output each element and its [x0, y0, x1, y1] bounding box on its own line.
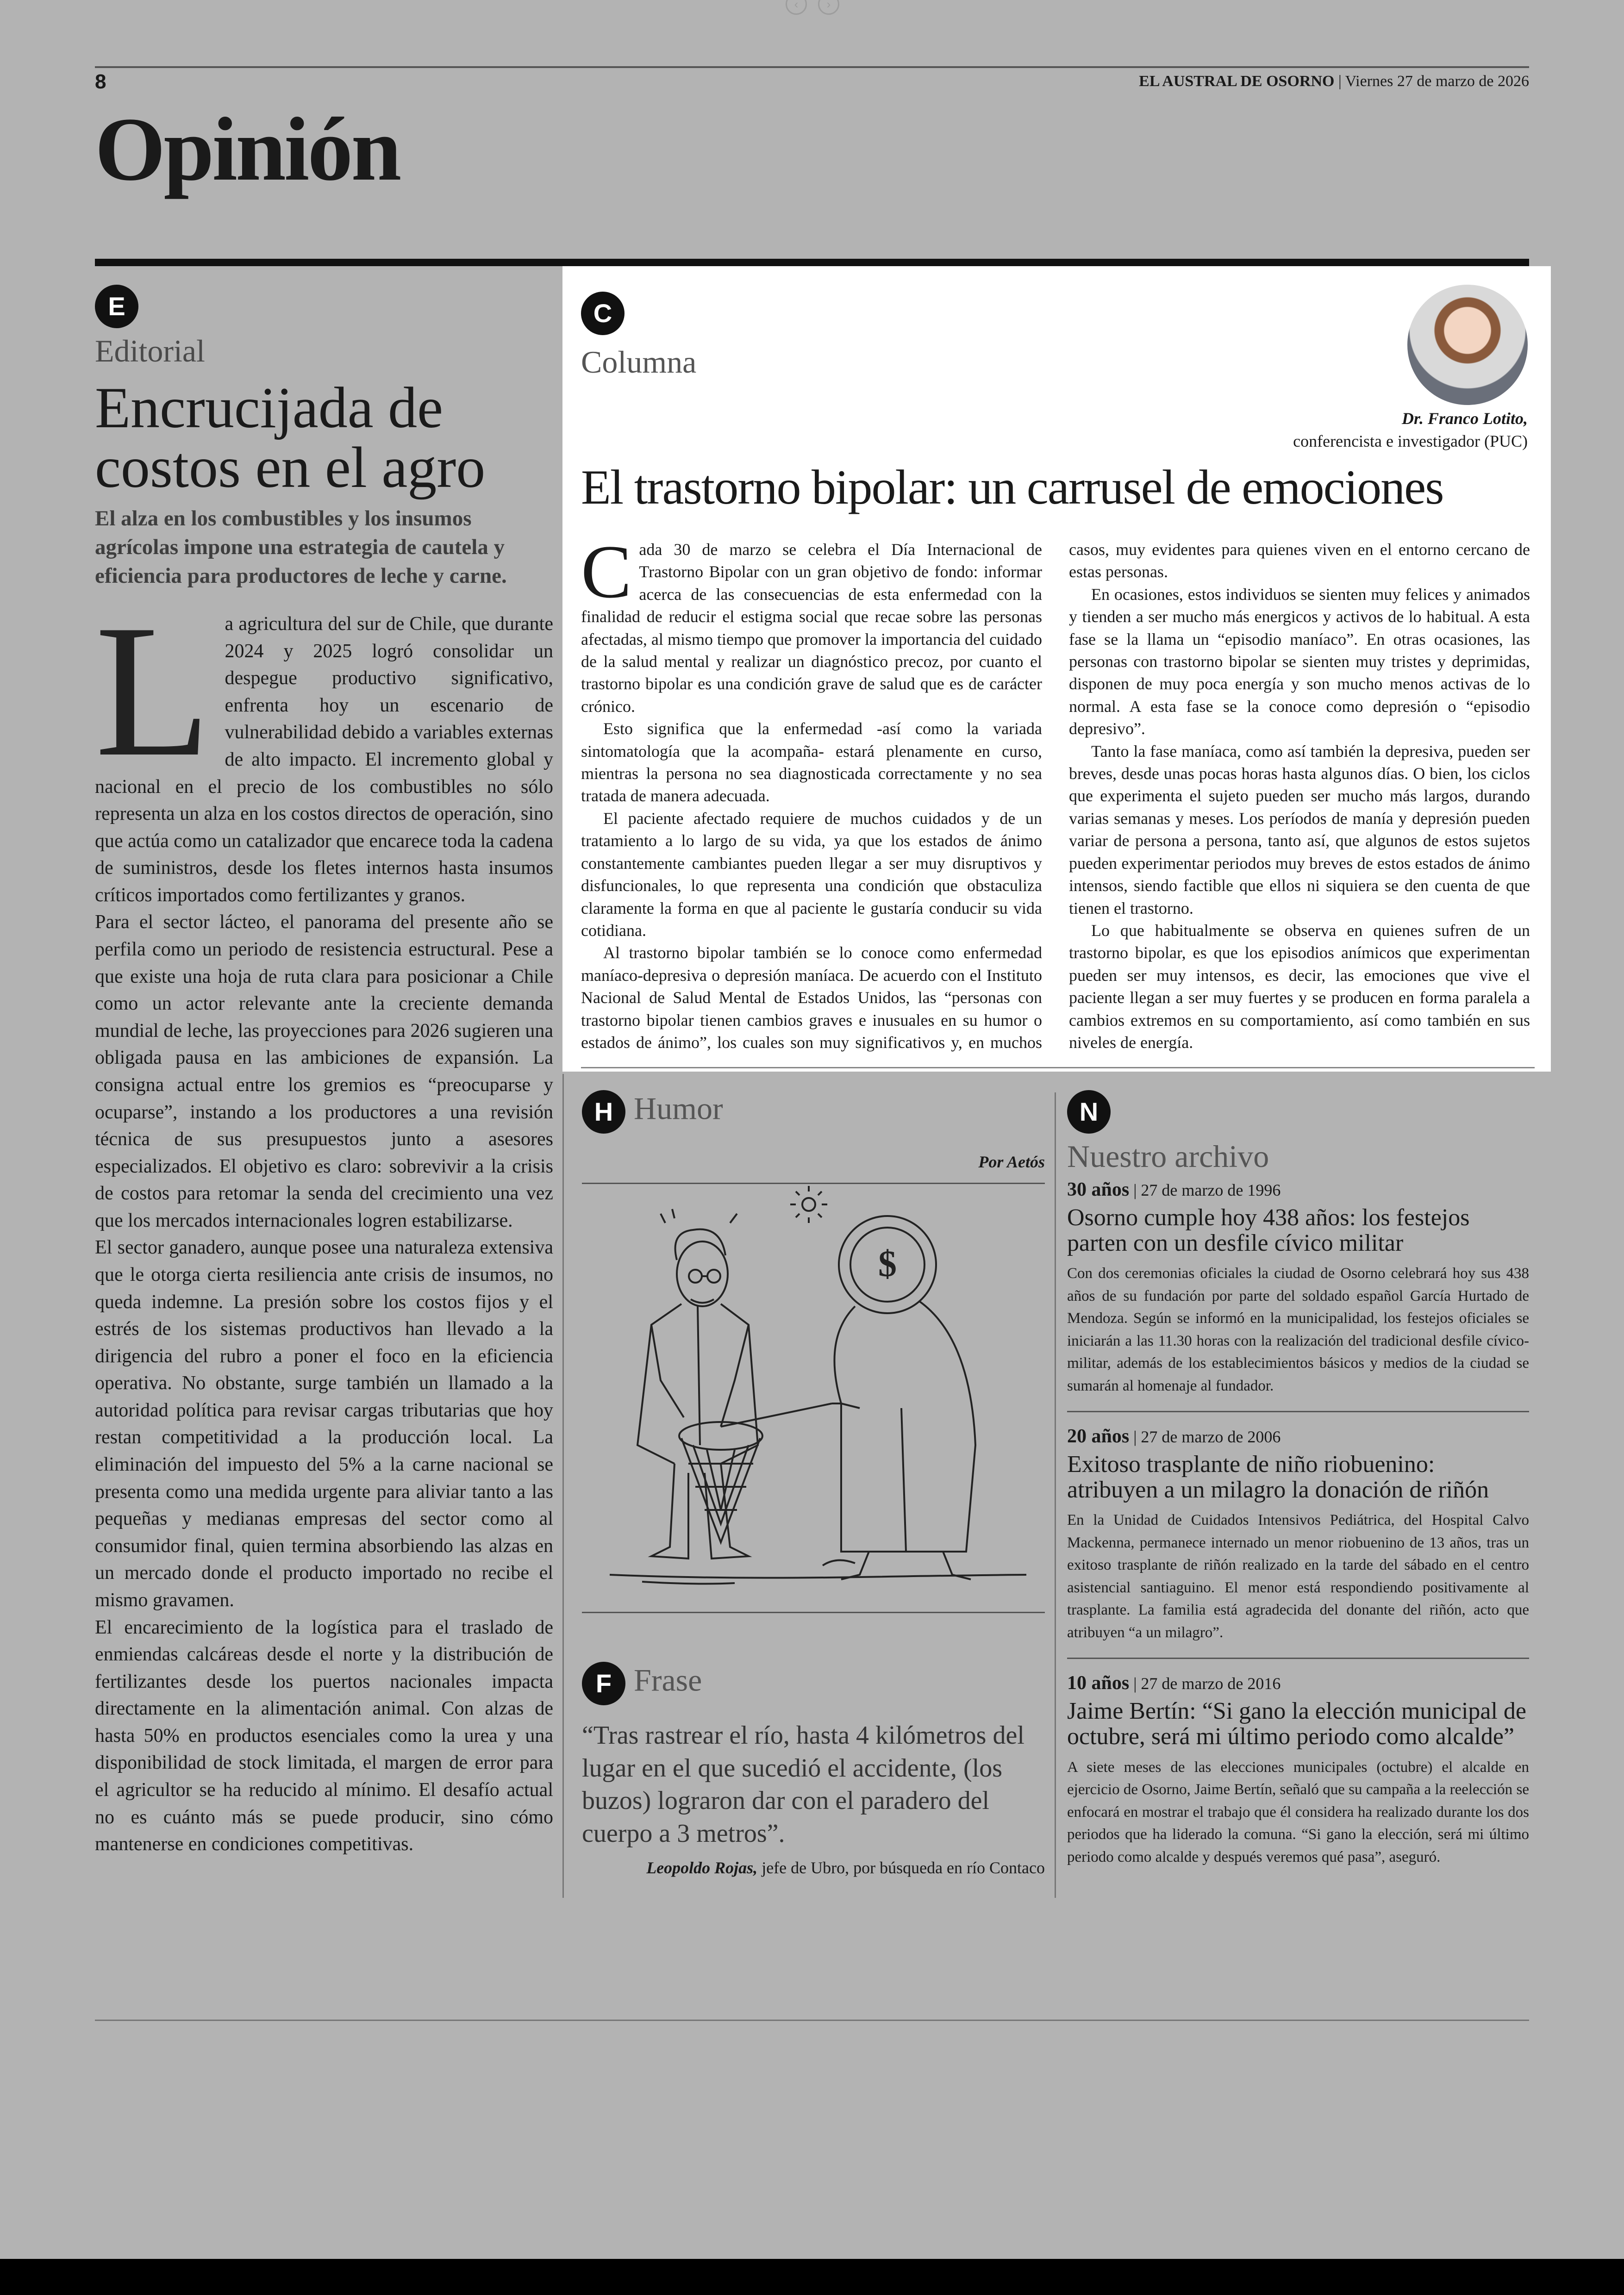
next-page-icon[interactable]: › — [818, 0, 839, 15]
editorial-badge: E — [95, 285, 138, 328]
humor-badge: H — [582, 1090, 625, 1134]
editorial-dropcap: L — [95, 586, 211, 796]
column-paragraph: Al trastorno bipolar también se lo conoce como enfermedad maníaco-depresiva o depresión maníaca. De acuerdo con el Instituto Nacional de Salud Mental de Estados Unidos, las “personas con trastorno bipolar tienen cambios graves e inusuales en su humor o estados de ánimo”, los cuales son muy significativos y, en muchos casos, muy evidentes para quienes viven en el entorno cercano de estas personas. — [581, 540, 1530, 1052]
cartoon-byline: Por Aetós — [978, 1153, 1045, 1171]
archive-item — [1067, 1175, 1529, 1411]
section-rule — [95, 259, 1529, 266]
humor-section — [582, 1090, 1045, 1613]
archive-headline: Osorno cumple hoy 438 años: los festejos parten con un desfile cívico militar — [1067, 1204, 1470, 1256]
section-title: Opinión — [95, 99, 400, 200]
coin-symbol: $ — [878, 1244, 897, 1285]
author-name: Dr. Franco Lotito, — [1401, 409, 1528, 428]
column-paragraph: Cada 30 de marzo se celebra el Día Internacional de Trastorno Bipolar con un gran objetivo de fondo: informar acerca de las consecuencias de esta enfermedad con la finalidad de reducir el estigma social que recae sobre las personas afectadas, al mismo tiempo que promover la importancia del cuidado de la salud mental y realizar un diagnóstico precoz, por cuanto el trastorno bipolar es una condición grave de salud que es de carácter crónico. — [581, 530, 1042, 716]
quote-text: “Tras rastrear el río, hasta 4 kilómetros del lugar en el que sucedió el accidente, (los buzos) lograron dar con el paradero del cuerpo a 3 metros”. — [582, 1721, 1024, 1848]
archive-divider — [1055, 1092, 1056, 1898]
archive-section — [1067, 1090, 1529, 1882]
quote-header — [582, 1662, 1045, 1705]
column-paragraph: En ocasiones, estos individuos se sienten muy felices y animados y tienden a ser mucho más energicos y activos de lo habitual. A esta fase se la llama un “episodio maníaco”. En otras ocasiones, las personas con trastorno bipolar se sienten muy tristes y deprimidas, disponen de muy poca energía y son mucho menos activas de lo normal. A esta fase se la conoce como depresión o “episodio depresivo”. — [1069, 585, 1530, 738]
editorial-headline: Encrucijada de costos en el agro — [95, 376, 486, 500]
editorial-body — [95, 586, 553, 1858]
previous-page-icon[interactable]: ‹ — [786, 0, 807, 15]
page-number: 8 — [95, 70, 106, 93]
footer-rule — [95, 2020, 1529, 2021]
editorial-paragraph: Para el sector lácteo, el panorama del presente año se perfila como un periodo de resistencia estructural. Pese a que existe una hoja de ruta clara para posicionar a Chile como un actor relevante ante la creciente demanda mundial de leche, las proyecciones para 2026 sugieren una obligada pausa en las ambiciones de expansión. La consigna actual entre los gremios es “preocuparse y ocuparse”, instando a los productores a una revisión técnica de sus presupuestos junto a asesores especializados. El objetivo es claro: sobrevivir a la crisis de costos para retomar la senda del crecimiento una vez que los mercados internacionales logren estabilizarse. — [95, 911, 553, 1231]
column-paragraph: El paciente afectado requiere de muchos cuidados y de un tratamiento a lo largo de su vida, ya que los estados de ánimo constantemente cambiantes pueden llegar a ser muy disruptivos y disfuncionales, lo que representa una condición que obstaculiza claramente la forma en que al paciente le gustaría conducir su vida cotidiana. — [581, 809, 1042, 940]
column-badge: C — [581, 292, 625, 335]
viewer-bottom-bar — [0, 2259, 1624, 2295]
column-paragraph: Lo que habitualmente se observa en quienes sufren de un trastorno bipolar, es que los episodios anímicos que experimentan pueden ser muy intensos, es decir, las emociones que vive el paciente llegan a ser muy fuertes y se producen en forma paralela a cambios extremos en su comportamiento, así como también en sus niveles de energía. — [1069, 921, 1530, 1052]
author-portrait — [1407, 285, 1528, 405]
humor-header — [582, 1090, 1045, 1134]
author-role: conferencista e investigador (PUC) — [1293, 431, 1528, 450]
editorial-label: Editorial — [95, 333, 205, 368]
archive-item — [1067, 1659, 1529, 1882]
masthead — [1139, 73, 1529, 90]
cartoon-bottom-rule — [582, 1612, 1045, 1613]
newspaper-name: EL AUSTRAL DE OSORNO — [1139, 73, 1335, 90]
issue-date: | Viernes 27 de marzo de 2026 — [1338, 73, 1529, 90]
archive-date: 20 años | 27 de marzo de 2006 — [1067, 1426, 1281, 1447]
quote-author: Leopoldo Rojas, — [646, 1858, 758, 1877]
editorial-article — [95, 285, 553, 1858]
archive-headline: Jaime Bertín: “Si gano la elección municipal de octubre, será mi último periodo como alcalde” — [1067, 1698, 1527, 1750]
archive-date: 30 años | 27 de marzo de 1996 — [1067, 1179, 1281, 1200]
column-dropcap: C — [581, 530, 632, 614]
page-navigation — [778, 0, 847, 14]
archive-item — [1067, 1412, 1529, 1658]
editorial-paragraph: La agricultura del sur de Chile, que durante 2024 y 2025 logró consolidar un despegue productivo significativo, enfrenta hoy un escenario de vulnerabilidad debido a variables externas de alto impacto. El incremento global y nacional en el precio de los combustibles no sólo representa un alza en los costos directos de operación, sino que actúa como un catalizador que encarece toda la cadena de suministros, desde los fletes internos hasta insumos críticos importados como fertilizantes y granos. — [95, 586, 553, 906]
quote-section — [582, 1662, 1045, 1877]
archive-date: 10 años | 27 de marzo de 2016 — [1067, 1672, 1281, 1694]
column-bottom-rule — [581, 1067, 1535, 1068]
quote-credit — [582, 1858, 1045, 1877]
header-rule — [95, 66, 1529, 68]
humor-label: Humor — [634, 1091, 723, 1126]
column-paragraph: Esto significa que la enfermedad -así como la variada sintomatología que la acompaña- estará plenamente en curso, mientras la persona no sea diagnosticada correctamente y no sea tratada de manera adecuada. — [581, 719, 1042, 805]
quote-author-role: jefe de Ubro, por búsqueda en río Contaco — [757, 1858, 1045, 1877]
column-headline: El trastorno bipolar: un carrusel de emociones — [581, 460, 1443, 514]
archive-text: En la Unidad de Cuidados Intensivos Pediátrica, del Hospital Calvo Mackenna, permanece internado un menor riobuenino de 13 años, tras un exitoso trasplante de riñón realizado en la tarde del sábado en el centro asistencial santiaguino. El menor está respondiendo positivamente al trasplante. La familia está agradecida del donante del riñón, acto que atribuyen “a un milagro”. — [1067, 1512, 1529, 1641]
archive-text: A siete meses de las elecciones municipales (octubre) el alcalde en ejercicio de Osorno, Jaime Bertín, señaló que su campaña a la reelección se enfocará en mostrar el trabajo que él considera ha realizado durante los dos periodos que ha liderado la comuna. “Si gano la elección, será mi último periodo como alcalde y después veremos qué pasa”, aseguró. — [1067, 1759, 1529, 1865]
column-paragraph: Tanto la fase maníaca, como así también la depresiva, pueden ser breves, desde unas pocas horas hasta algunos días. O bien, los ciclos que experimenta el sujeto pueden ser mucho más largos, durando varias semanas y meses. Los períodos de manía y depresión pueden variar de persona a persona, tanto así, que algunos de estos sujetos pueden experimentar periodos muy breves de estos estados de ánimo intensos, siendo factible que ellos ni siquiera se den cuenta de que tienen el trastorno. — [1069, 742, 1530, 917]
archive-headline: Exitoso trasplante de niño riobuenino: atribuyen a un milagro la donación de riñón — [1067, 1451, 1489, 1503]
column-author — [1293, 407, 1528, 452]
editorial-cartoon — [582, 1186, 1045, 1609]
editorial-paragraph: El encarecimiento de la logística para el traslado de enmiendas calcáreas desde el norte y la distribución de fertilizantes desde los puertos nacionales impacta directamente en la alimentación animal. Con alzas de hasta 50% en productos esenciales como la urea y una disponibilidad de stock limitada, el margen de error para el agricultor se ha reducido al mínimo. El desafío actual no es cuánto más se puede producir, sino cómo mantenerse en condiciones competitivas. — [95, 1616, 553, 1855]
quote-badge: F — [582, 1662, 625, 1705]
column-body — [581, 530, 1530, 1054]
archive-text: Con dos ceremonias oficiales la ciudad de Osorno celebrará hoy sus 438 años de su fundación por parte del soldado español García Hurtado de Mendoza. Según se informó en la municipalidad, los festejos oficiales se iniciarán a las 11.30 horas con la realización del tradicional desfile cívico-militar, además de los establecimientos básicos y medios de la ciudad se sumarán al homenaje al fundador. — [1067, 1265, 1529, 1394]
editorial-paragraph: El sector ganadero, aunque posee una naturaleza extensiva que le otorga cierta resiliencia ante crisis de insumos, no queda indemne. La presión sobre los costos fijos y el estrés de los sistemas productivos han llevado a la dirigencia del rubro a poner el foco en la eficiencia operativa. No obstante, surge también un llamado a la autoridad política para revisar cargas tributarias que hoy restan competitividad a la producción local. La eliminación del impuesto del 5% a la carne nacional se presenta como una medida urgente para aliviar tanto a las pequeñas y medianas empresas del sector como al consumidor final, quien termina absorbiendo las alzas en un mercado donde el producto importado no recibe el mismo gravamen. — [95, 1237, 553, 1611]
column-divider — [562, 1074, 564, 1898]
column-label: Columna — [581, 344, 697, 380]
cartoon-top-rule — [582, 1183, 1045, 1184]
quote-label: Frase — [634, 1662, 702, 1698]
opinion-column — [562, 266, 1551, 1072]
archive-badge: N — [1067, 1090, 1111, 1134]
archive-label: Nuestro archivo — [1067, 1139, 1269, 1174]
editorial-deck: El alza en los combustibles y los insumos agrícolas impone una estrategia de cautela y eficiencia para productores de leche y carne. — [95, 506, 507, 588]
